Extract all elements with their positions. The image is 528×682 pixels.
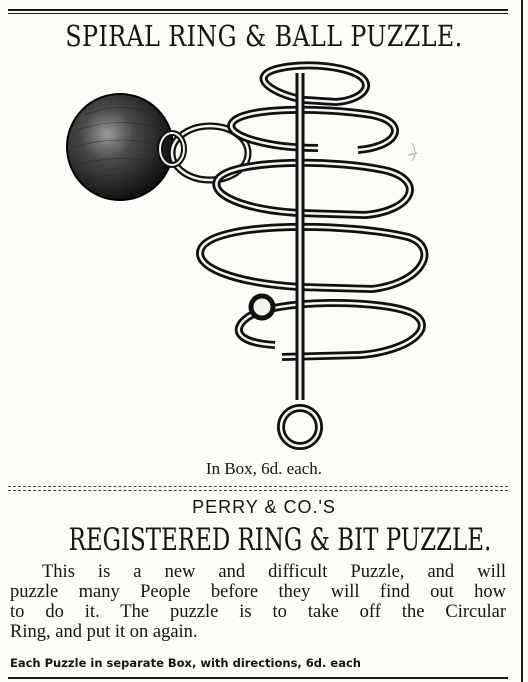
description-line: puzzle many People before they will find out how xyxy=(10,582,506,602)
section-divider-2 xyxy=(8,490,508,491)
top-border-thin xyxy=(8,13,508,14)
right-border xyxy=(521,0,523,682)
description-paragraph xyxy=(10,562,506,642)
spiral-ring-ball-puzzle-illustration xyxy=(60,55,460,460)
box-directions-note: Each Puzzle in separate Box, with directions, 6d. each xyxy=(10,656,361,670)
maker-name: PERRY & CO.'S xyxy=(192,497,336,517)
description-line: to do it. The puzzle is to take off the Circular xyxy=(10,602,506,622)
bead xyxy=(251,296,273,318)
bottom-border xyxy=(8,677,508,679)
description-line: Ring, and put it on again. xyxy=(10,622,198,642)
top-border-thick xyxy=(8,9,508,11)
section-divider-1 xyxy=(8,486,508,487)
price-caption: In Box, 6d. each. xyxy=(205,459,323,478)
ring-bit-puzzle-title: REGISTERED RING & BIT PUZZLE. xyxy=(68,522,492,558)
spiral-puzzle-title: SPIRAL RING & BALL PUZZLE. xyxy=(65,19,463,53)
description-line: This is a new and difficult Puzzle, and will xyxy=(42,562,506,582)
